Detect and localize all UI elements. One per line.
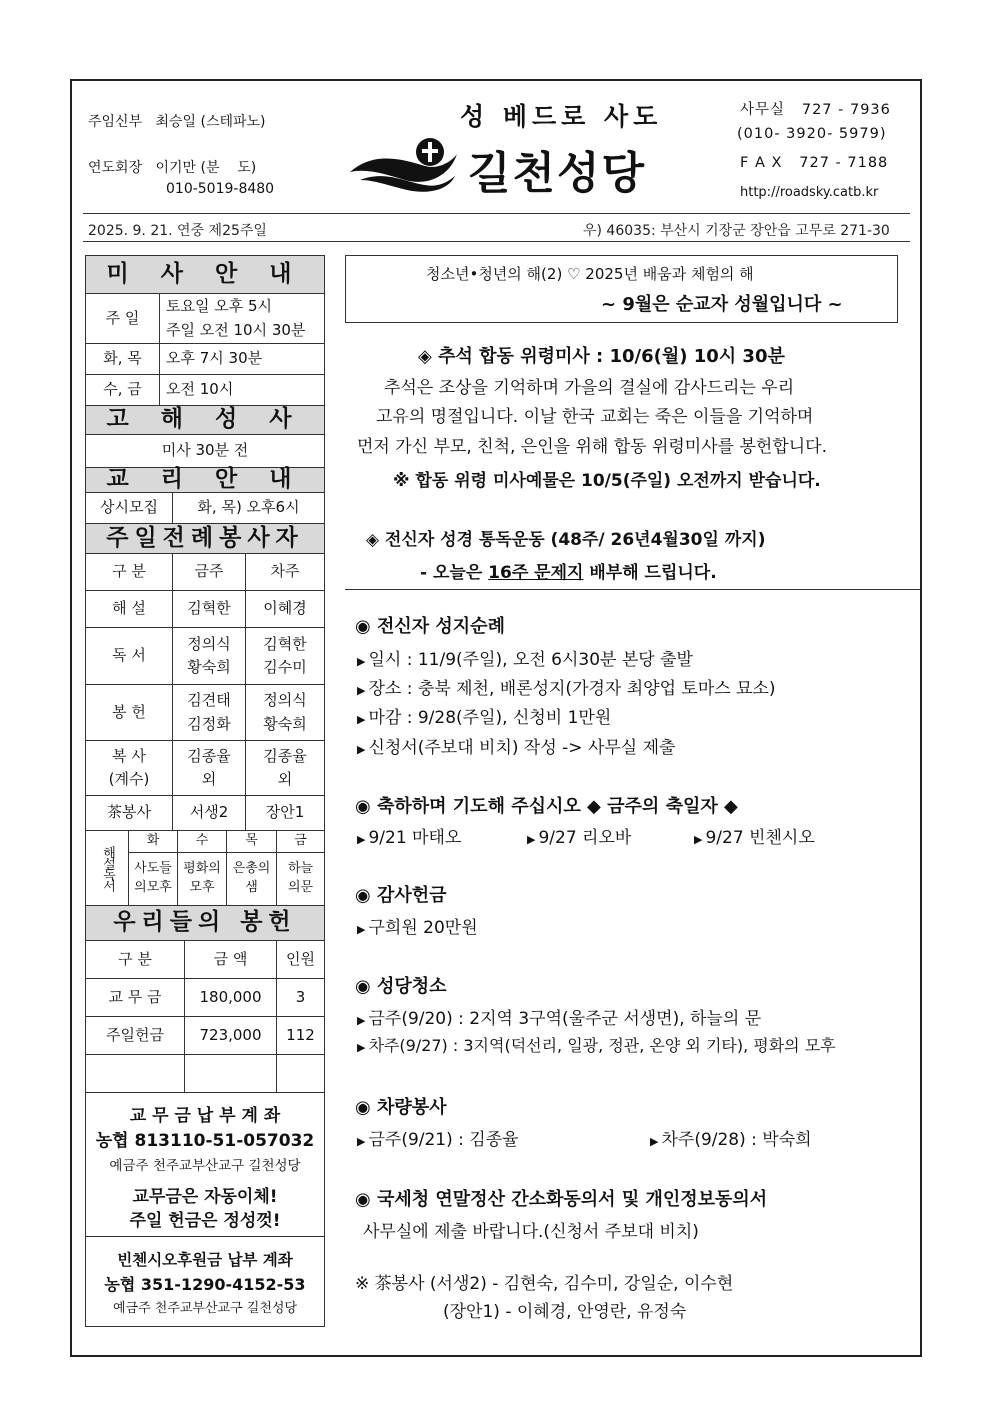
chuseok-offering-note: ※ 합동 위령 미사예물은 10/5(주일) 오전까지 받습니다. bbox=[393, 471, 821, 491]
dues-note-offering: 주일 헌금은 정성껏! bbox=[129, 1211, 281, 1231]
mass-time-tue-thu: 오후 7시 30분 bbox=[160, 344, 324, 375]
bible-highlight: 16주 문제지 bbox=[488, 563, 584, 583]
dues-account-holder: 예금주 천주교부산교구 길천성당 bbox=[109, 1158, 301, 1174]
offering-row-label: 주일헌금 bbox=[86, 1017, 185, 1055]
vincent-account-holder: 예금주 천주교부산교구 길천성당 bbox=[112, 1301, 298, 1316]
offering-row-empty bbox=[86, 1055, 185, 1093]
pilgrimage-heading: ◉ 전신자 성지순례 bbox=[355, 616, 505, 637]
vehicle-item: ▶ 금주(9/21) : 김종율 bbox=[357, 1130, 519, 1150]
offering-row-empty bbox=[185, 1055, 277, 1093]
servers-header-role: 구 분 bbox=[86, 554, 173, 591]
pilgrimage-item: ▶ 일시 : 11/9(주일), 오전 6시30분 본당 출발 bbox=[357, 650, 693, 670]
offering-header-label: 구 분 bbox=[86, 941, 185, 979]
weekday-group: 하늘 의문 bbox=[277, 853, 324, 906]
weekday-header: 화 bbox=[129, 831, 178, 853]
catechism-schedule: 화, 목) 오후6시 bbox=[173, 493, 324, 524]
catechism-section-title: 교 리 안 내 bbox=[86, 468, 324, 493]
pastor-line: 주임신부 최승일 (스테파노) bbox=[88, 114, 266, 130]
offering-row-amount: 180,000 bbox=[185, 979, 277, 1017]
date-divider bbox=[83, 241, 910, 242]
servers-role: 봉 헌 bbox=[86, 685, 173, 741]
tea-service-line: (장안1) - 이혜경, 안영란, 유정숙 bbox=[443, 1302, 687, 1322]
offering-section-title: 우리들의 봉헌 bbox=[86, 906, 324, 941]
offering-row-amount: 723,000 bbox=[185, 1017, 277, 1055]
servers-role: 해 설 bbox=[86, 591, 173, 628]
cleaning-heading: ◉ 성당청소 bbox=[355, 976, 447, 997]
dues-note-autopay: 교무금은 자동이체! bbox=[132, 1187, 278, 1207]
offering-header-amount: 금 액 bbox=[185, 941, 277, 979]
servers-role: 독 서 bbox=[86, 628, 173, 685]
bullet-icon: ▶ bbox=[650, 1135, 659, 1148]
fax-line: F A X 727 - 7188 bbox=[740, 155, 889, 171]
offering-row-label: 교 무 금 bbox=[86, 979, 185, 1017]
servers-role: 茶봉사 bbox=[86, 796, 173, 831]
bullet-icon: ▶ bbox=[357, 1135, 366, 1148]
parish-address: 우) 46035: 부산시 기장군 장안읍 고무로 271-30 bbox=[583, 223, 890, 239]
tea-service-line: ※ 茶봉사 (서생2) - 김현숙, 김수미, 강일순, 이수현 bbox=[355, 1274, 734, 1294]
website-link[interactable]: http://roadsky.catb.kr bbox=[740, 185, 879, 200]
pilgrimage-item: ▶ 마감 : 9/28(주일), 신청비 1만원 bbox=[357, 708, 612, 728]
weekday-header: 목 bbox=[227, 831, 277, 853]
servers-next-week: 이혜경 bbox=[246, 591, 324, 628]
parish-logo bbox=[345, 130, 460, 195]
mass-day-sunday: 주 일 bbox=[86, 294, 160, 344]
header-divider bbox=[83, 213, 910, 214]
bullet-icon: ▶ bbox=[357, 743, 366, 756]
vincent-account-title: 빈첸시오후원금 납부 계좌 bbox=[117, 1251, 293, 1269]
mass-day-wed-fri: 수, 금 bbox=[86, 375, 160, 406]
servers-section-title: 주일전례봉사자 bbox=[86, 524, 324, 554]
mass-time-sunday: 토요일 오후 5시 주일 오전 10시 30분 bbox=[160, 294, 324, 344]
bullet-icon: ▶ bbox=[527, 833, 536, 846]
issue-date: 2025. 9. 21. 연중 제25주일 bbox=[88, 223, 267, 239]
bullet-icon: ▶ bbox=[357, 1014, 366, 1027]
vehicle-item: ▶ 차주(9/28) : 박숙희 bbox=[650, 1130, 812, 1150]
council-line: 연도회장 이기만 (분 도) bbox=[88, 160, 257, 176]
dues-account-number: 농협 813110-51-057032 bbox=[95, 1131, 315, 1151]
servers-next-week: 정의식 황숙희 bbox=[246, 685, 324, 741]
offering-row-count: 112 bbox=[277, 1017, 324, 1055]
servers-this-week: 정의식 황숙희 bbox=[173, 628, 246, 685]
servers-this-week: 서생2 bbox=[173, 796, 246, 831]
thanks-item: ▶ 구희원 20만원 bbox=[357, 918, 478, 938]
feast-item: ▶ 9/21 마태오 bbox=[357, 828, 462, 848]
mobile-phone: (010- 3920- 5979) bbox=[737, 126, 887, 142]
bullet-icon: ▶ bbox=[357, 1041, 366, 1054]
accounts-divider bbox=[86, 1236, 324, 1237]
banner-year-theme: 청소년•청년의 해(2) ♡ 2025년 배움과 체험의 해 bbox=[426, 265, 754, 283]
weekday-group: 평화의 모후 bbox=[178, 853, 227, 906]
bible-heading: ◈ 전신자 성경 통독운동 (48주/ 26년4월30일 까지) bbox=[366, 530, 766, 550]
offering-row-count: 3 bbox=[277, 979, 324, 1017]
feast-item: ▶ 9/27 리오바 bbox=[527, 828, 632, 848]
servers-role: 복 사 (계수) bbox=[86, 741, 173, 796]
chuseok-heading: ◈ 추석 합동 위령미사 : 10/6(월) 10시 30분 bbox=[418, 346, 785, 367]
parish-name: 길천성당 bbox=[468, 148, 647, 199]
offering-row-empty bbox=[277, 1055, 324, 1093]
bullet-icon: ▶ bbox=[357, 655, 366, 668]
servers-next-week: 김혁한 김수미 bbox=[246, 628, 324, 685]
bullet-icon: ▶ bbox=[694, 833, 703, 846]
announcements-divider bbox=[345, 589, 920, 590]
servers-header-next-week: 차주 bbox=[246, 554, 324, 591]
weekday-group: 은총의 샘 bbox=[227, 853, 277, 906]
bullet-icon: ▶ bbox=[357, 713, 366, 726]
banner-month-theme: ~ 9월은 순교자 성월입니다 ~ bbox=[601, 294, 843, 315]
vehicle-heading: ◉ 차량봉사 bbox=[355, 1097, 447, 1118]
servers-this-week: 김종율 외 bbox=[173, 741, 246, 796]
chuseok-text-line: 고유의 명절입니다. 이날 한국 교회는 죽은 이들을 기억하며 bbox=[376, 407, 814, 427]
info-sidebar bbox=[85, 255, 325, 1327]
servers-this-week: 김혁한 bbox=[173, 591, 246, 628]
feast-item: ▶ 9/27 빈첸시오 bbox=[694, 828, 815, 848]
thanks-heading: ◉ 감사헌금 bbox=[355, 885, 447, 906]
servers-header-this-week: 금주 bbox=[173, 554, 246, 591]
mass-section-title: 미 사 안 내 bbox=[86, 256, 324, 294]
chuseok-text-line: 먼저 가신 부모, 친척, 은인을 위해 합동 위령미사를 봉헌합니다. bbox=[357, 437, 827, 457]
servers-next-week: 장안1 bbox=[246, 796, 324, 831]
servers-this-week: 김견태 김정화 bbox=[173, 685, 246, 741]
confession-time: 미사 30분 전 bbox=[86, 435, 324, 468]
bullet-icon: ▶ bbox=[357, 923, 366, 936]
pilgrimage-item: ▶ 장소 : 충북 제천, 배론성지(가경자 최양업 토마스 묘소) bbox=[357, 679, 776, 699]
vincent-account-number: 농협 351-1290-4152-53 bbox=[104, 1275, 306, 1294]
mass-day-tue-thu: 화, 목 bbox=[86, 344, 160, 375]
bullet-icon: ▶ bbox=[357, 833, 366, 846]
servers-next-week: 김종율 외 bbox=[246, 741, 324, 796]
bullet-icon: ▶ bbox=[357, 684, 366, 697]
feast-heading: ◉ 축하하며 기도해 주십시오 ◆ 금주의 축일자 ◆ bbox=[355, 796, 738, 817]
tax-heading: ◉ 국세청 연말정산 간소화동의서 및 개인정보동의서 bbox=[355, 1189, 768, 1210]
council-phone: 010-5019-8480 bbox=[166, 181, 275, 197]
weekday-readers-label: 해설독서 bbox=[86, 831, 129, 906]
bible-line: - 오늘은 16주 문제지 배부해 드립니다. bbox=[420, 563, 717, 583]
chuseok-text-line: 추석은 조상을 기억하며 가을의 결실에 감사드리는 우리 bbox=[384, 378, 795, 398]
mass-time-wed-fri: 오전 10시 bbox=[160, 375, 324, 406]
dues-account-title: 교 무 금 납 부 계 좌 bbox=[129, 1106, 281, 1126]
patron-title: 성 베드로 사도 bbox=[460, 102, 663, 131]
offering-header-count: 인원 bbox=[277, 941, 324, 979]
cleaning-item: ▶ 금주(9/20) : 2지역 3구역(울주군 서생면), 하늘의 문 bbox=[357, 1009, 762, 1029]
tax-text: 사무실에 제출 바랍니다.(신청서 주보대 비치) bbox=[363, 1222, 699, 1242]
weekday-header: 금 bbox=[277, 831, 324, 853]
weekday-group: 사도들 의모후 bbox=[129, 853, 178, 906]
weekday-header: 수 bbox=[178, 831, 227, 853]
theme-banner bbox=[345, 255, 898, 323]
pilgrimage-item: ▶ 신청서(주보대 비치) 작성 -> 사무실 제출 bbox=[357, 738, 676, 758]
cleaning-item: ▶ 차주(9/27) : 3지역(덕선리, 일광, 정관, 온양 외 기타), 평화의 모후 bbox=[357, 1036, 836, 1055]
office-phone-line: 사무실 727 - 7936 bbox=[740, 102, 891, 118]
catechism-label: 상시모집 bbox=[86, 493, 173, 524]
confession-section-title: 고 해 성 사 bbox=[86, 406, 324, 435]
